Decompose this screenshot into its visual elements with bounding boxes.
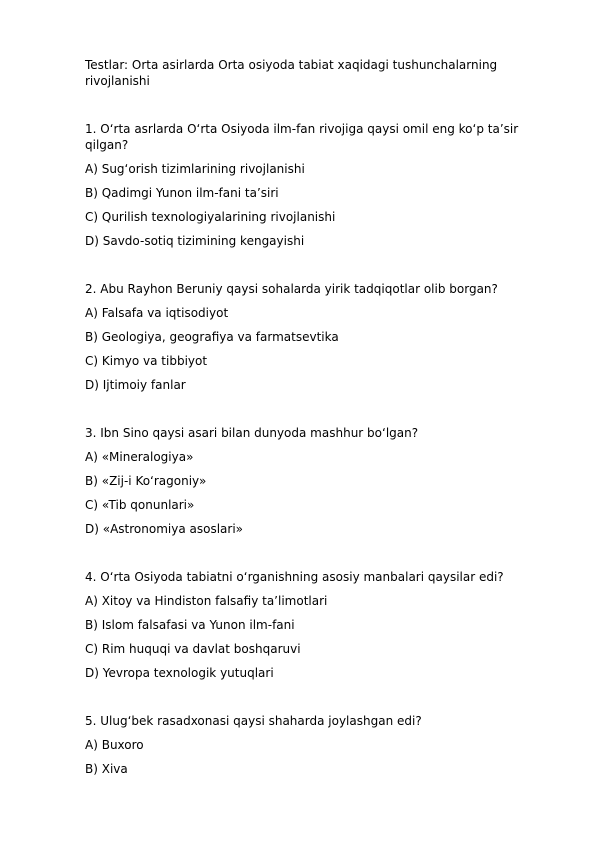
answer-option-d: D) Savdo-sotiq tizimining kengayishi bbox=[85, 234, 305, 248]
answer-option-b: B) Geologiya, geografiya va farmatsevtika bbox=[85, 330, 339, 344]
answer-option-b: B) «Zij-i Ko‘ragoniy» bbox=[85, 474, 207, 488]
question-text: 5. Ulug‘bek rasadxonasi qaysi shaharda joylashgan edi? bbox=[85, 714, 422, 728]
answer-option-b: B) Xiva bbox=[85, 762, 128, 776]
question-4 bbox=[85, 569, 535, 681]
question-3 bbox=[85, 425, 535, 537]
question-2 bbox=[85, 281, 535, 393]
question-5 bbox=[85, 713, 535, 777]
question-1 bbox=[85, 121, 535, 249]
answer-option-a: A) Falsafa va iqtisodiyot bbox=[85, 306, 229, 320]
answer-option-c: C) Qurilish texnologiyalarining rivojlanishi bbox=[85, 210, 336, 224]
document-page bbox=[85, 57, 535, 785]
answer-option-a: A) Sug‘orish tizimlarining rivojlanishi bbox=[85, 162, 305, 176]
question-text: 4. O‘rta Osiyoda tabiatni o‘rganishning asosiy manbalari qaysilar edi? bbox=[85, 570, 504, 584]
answer-option-c: C) Rim huquqi va davlat boshqaruvi bbox=[85, 642, 301, 656]
document-title: Testlar: Orta asirlarda Orta osiyoda tabiat xaqidagi tushunchalarning rivojlanishi bbox=[85, 58, 498, 88]
question-text: 2. Abu Rayhon Beruniy qaysi sohalarda yirik tadqiqotlar olib borgan? bbox=[85, 282, 498, 296]
answer-option-b: B) Qadimgi Yunon ilm-fani ta’siri bbox=[85, 186, 279, 200]
answer-option-c: C) Kimyo va tibbiyot bbox=[85, 354, 208, 368]
question-text: 1. O‘rta asrlarda O‘rta Osiyoda ilm-fan rivojiga qaysi omil eng ko‘p ta’sir qilgan? bbox=[85, 122, 519, 152]
answer-option-d: D) Yevropa texnologik yutuqlari bbox=[85, 666, 274, 680]
answer-option-a: A) Xitoy va Hindiston falsafiy ta’limotlari bbox=[85, 594, 328, 608]
answer-option-a: A) «Mineralogiya» bbox=[85, 450, 194, 464]
answer-option-d: D) Ijtimoiy fanlar bbox=[85, 378, 186, 392]
answer-option-b: B) Islom falsafasi va Yunon ilm-fani bbox=[85, 618, 295, 632]
answer-option-d: D) «Astronomiya asoslari» bbox=[85, 522, 243, 536]
answer-option-a: A) Buxoro bbox=[85, 738, 144, 752]
answer-option-c: C) «Tib qonunlari» bbox=[85, 498, 195, 512]
question-text: 3. Ibn Sino qaysi asari bilan dunyoda mashhur bo‘lgan? bbox=[85, 426, 419, 440]
